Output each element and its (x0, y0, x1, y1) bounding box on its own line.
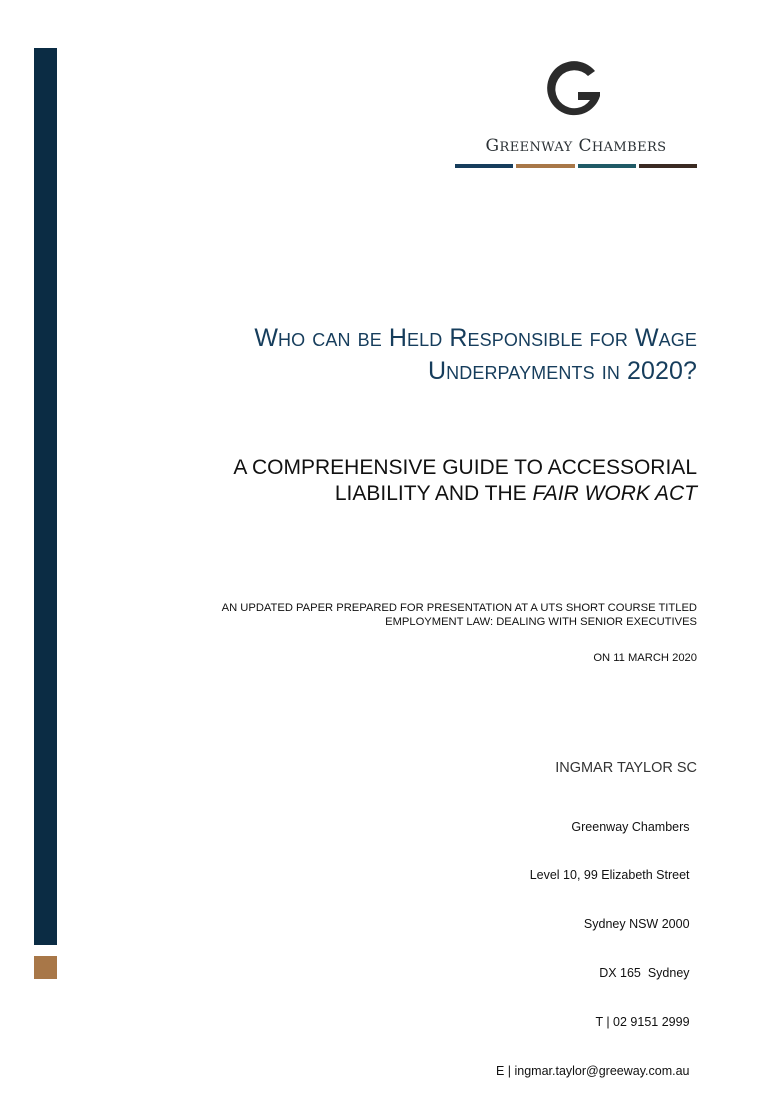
subtitle-italic-act: FAIR WORK ACT (532, 482, 697, 505)
contact-line: T | 02 9151 2999 (595, 1015, 693, 1030)
brand-word-1: REENWAY (499, 140, 573, 155)
g-logo-icon (541, 58, 607, 124)
brand-word-2: HAMBERS (591, 140, 667, 155)
subtitle-line-2-text: LIABILITY AND THE (334, 482, 533, 505)
stripe-brown (639, 164, 697, 168)
prepared-line-1: AN UPDATED PAPER PREPARED FOR PRESENTATION AT A UTS SHORT COURSE TITLED (221, 602, 697, 614)
title-line-1: Who can be Held Responsible for Wage (254, 324, 697, 352)
stripe-bronze (516, 164, 574, 168)
author-name: INGMAR TAYLOR SC (555, 760, 697, 776)
title-line-2: Underpayments in 2020? (427, 357, 697, 385)
brand-initial-g: G (485, 136, 500, 156)
contact-line: Level 10, 99 Elizabeth Street (529, 868, 693, 883)
contact-line: DX 165 Sydney (599, 966, 693, 981)
prepared-note (57, 601, 697, 629)
accent-square (34, 956, 57, 979)
brand-name (455, 136, 697, 156)
document-subtitle (97, 455, 697, 507)
presentation-date: ON 11 MARCH 2020 (593, 652, 697, 664)
contact-line: Greenway Chambers (571, 819, 693, 834)
stripe-teal (578, 164, 636, 168)
subtitle-line-1: A COMPREHENSIVE GUIDE TO ACCESSORIAL (233, 456, 697, 479)
contact-line: Sydney NSW 2000 (583, 917, 693, 932)
prepared-line-2: EMPLOYMENT LAW: DEALING WITH SENIOR EXECUTIVES (385, 616, 697, 628)
subtitle-line-2 (97, 481, 697, 507)
logo-color-stripes (455, 164, 697, 168)
author-contact-block (496, 786, 693, 1096)
left-sidebar-bar (34, 48, 57, 945)
stripe-navy (455, 164, 513, 168)
brand-initial-c: C (578, 136, 592, 156)
document-title (97, 322, 697, 388)
greenway-chambers-logo (455, 52, 697, 172)
contact-email-line[interactable]: E | ingmar.taylor@greeway.com.au (495, 1064, 693, 1079)
